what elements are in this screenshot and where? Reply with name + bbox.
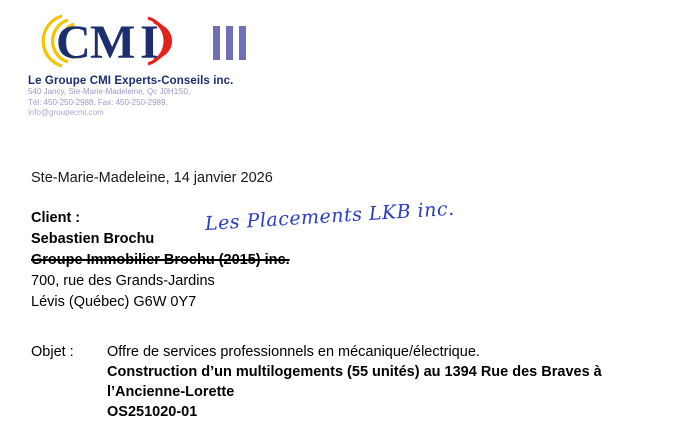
logo-bars-icon	[213, 26, 246, 60]
handwritten-annotation: Les Placements LKB inc.	[204, 197, 456, 235]
address-line-1: 540 Jancy, Ste-Marie-Madeleine, Qc J0H1S0,	[28, 87, 191, 96]
date-line: Ste-Marie-Madeleine, 14 janvier 2026	[31, 170, 273, 186]
client-city-postal: Lévis (Québec) G6W 0Y7	[31, 294, 197, 310]
svg-text:C: C	[56, 16, 91, 69]
client-street-address: 700, rue des Grands-Jardins	[31, 273, 215, 289]
client-company-struck: Groupe Immobilier Brochu (2015) inc.	[31, 252, 290, 268]
objet-reference-number: OS251020-01	[107, 404, 198, 420]
letterhead	[28, 10, 358, 119]
objet-line-1: Offre de services professionnels en mécanique/électrique.	[107, 344, 480, 360]
objet-line-2: Construction d’un multilogements (55 unités) au 1394 Rue des Braves à l’Ancienne-Lorette	[107, 364, 602, 400]
svg-text:I: I	[140, 16, 159, 69]
company-name: Le Groupe CMI Experts-Conseils inc.	[28, 75, 234, 87]
objet-label: Objet :	[31, 344, 74, 360]
cmi-logo-icon	[28, 10, 208, 77]
svg-text:M: M	[90, 16, 136, 69]
logo-row	[28, 10, 358, 72]
objet-body	[107, 342, 667, 422]
email-line: info@groupecmi.com	[28, 108, 104, 117]
client-label: Client :	[31, 210, 81, 226]
client-name: Sebastien Brochu	[31, 231, 155, 247]
address-line-2: Tél: 450-250-2988, Fax: 450-250-2989,	[28, 97, 168, 107]
